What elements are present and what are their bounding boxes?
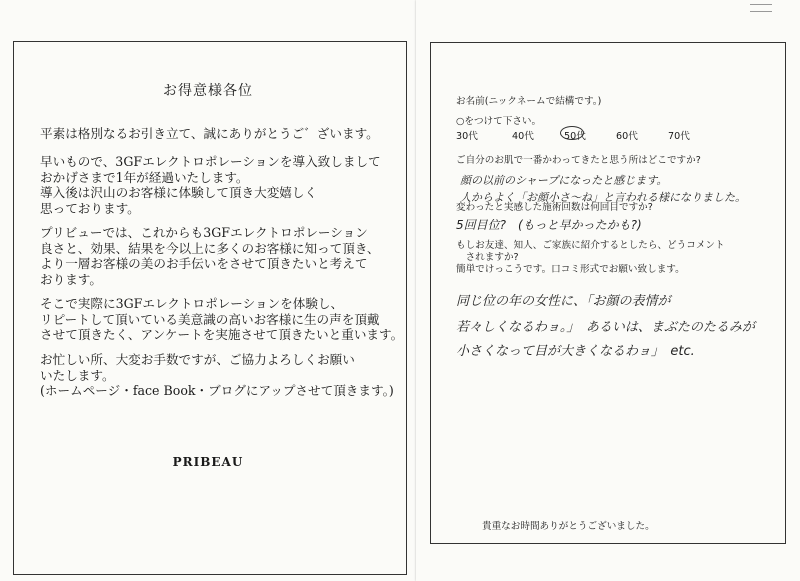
question-age: ○をつけて下さい。 xyxy=(456,116,542,127)
answer-comment-line3: 小さくなって目が大きくなるわョ」 etc. xyxy=(456,344,695,359)
letter-greeting: 平素は格別なるお引き立て、誠にありがとうご゛ざいます。 xyxy=(40,126,379,141)
age-option-70: 70代 xyxy=(668,131,690,142)
question-name: お名前(ニックネームで結構です。) xyxy=(456,96,602,107)
letter-paragraph-request: そこで実際に3GFエレクトロポレーションを体験し、 リピートして頂いている美意識の高いお客様に生の声を頂戴 させて頂きたく、アンケートを実施させて頂きたいと重います。 xyxy=(40,296,404,342)
letter-paragraph-intro: 早いもので、3GFエレクトロポレーションを導入致しまして おかげさまで1年が経過いたします。 導入後は沢山のお客様に体験して頂き大変嬉しく 思っております。 xyxy=(40,154,381,216)
answer-change-line1: 顔の以前のシャープになったと感じます。 xyxy=(460,174,668,187)
question-count: 変わったと実感した施術回数は何回目ですか? xyxy=(456,202,653,213)
age-option-40: 40代 xyxy=(512,131,534,142)
answer-count: 5回目位? (もっと早かったかも?) xyxy=(456,218,642,232)
letter-signature: PRIBEAU xyxy=(172,455,244,469)
question-comment: もしお友達、知人、ご家族に紹介するとしたら、どうコメント されますか? 簡単でけっこうです。口コミ形式でお願い致します。 xyxy=(456,240,725,275)
answer-comment-line1: 同じ位の年の女性に、「お顔の表情が xyxy=(456,294,671,309)
staple-mark xyxy=(750,4,772,12)
age-option-60: 60代 xyxy=(616,131,638,142)
answer-change-line2: 人からよく「お顔小さ～ね」と言われる様になりました。 xyxy=(460,191,746,204)
age-option-30: 30代 xyxy=(456,131,478,142)
letter-paragraph-closing: お忙しい所、大変お手数ですが、ご協力よろしくお願い いたします。 (ホームページ・face Book・ブログにアップさせて頂きます。) xyxy=(40,352,394,398)
selection-circle xyxy=(560,126,584,140)
question-change: ご自分のお肌で一番かわってきたと思う所はどこですか? xyxy=(456,155,701,166)
survey-thanks: 貴重なお時間ありがとうございました。 xyxy=(482,521,655,532)
age-option-50-selected: 50代 xyxy=(564,128,586,142)
letter-title: お得意様各位 xyxy=(163,83,253,99)
answer-comment-line2: 若々しくなるわョ。」 あるいは、まぶたのたるみが xyxy=(456,320,755,335)
letter-paragraph-purpose: プリビューでは、これからも3GFエレクトロポレーション 良さと、効果、結果を今以上に多くのお客様に知って頂き、 より一層お客様の美のお手伝いをさせて頂きたいと考えて おります。 xyxy=(40,225,380,287)
